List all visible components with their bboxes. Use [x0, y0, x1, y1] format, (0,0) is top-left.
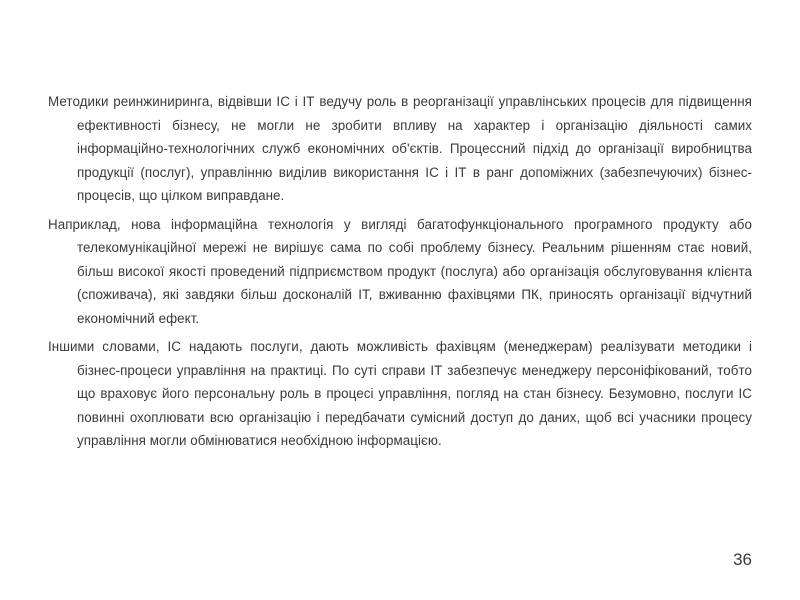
paragraph-3: Іншими словами, ІС надають послуги, дають можливість фахівцям (менеджерам) реалізувати методики і бізнес-процеси управління на практиці. По суті справи ІТ забезпечує менеджеру персоніфікований, тобто що враховує його персональну роль в процесі управління, погляд на стан бізнесу. Безумовно, послуги ІС повинні охоплювати всю організацію і передбачати сумісний доступ до даних, щоб всі учасники процесу управління могли обмінюватися необхідною інформацією.	[48, 339, 752, 448]
paragraph-1: Методики реинжиниринга, відвівши ІС і ІТ ведучу роль в реорганізації управлінських процесів для підвищення ефективності бізнесу, не могли не зробити впливу на характер і організацію діяльності самих інформаційно-технологічних служб економічних об'єктів. Процессний підхід до організації виробництва продукції (послуг), управлінню виділив використання ІС і ІТ в ранг допоміжних (забезпечуючих) бізнес-процесів, що цілком виправдане.	[48, 94, 752, 203]
paragraph-2: Наприклад, нова інформаційна технологія у вигляді багатофункціонального програмного продукту або телекомунікаційної мережі не вирішує сама по собі проблему бізнесу. Реальним рішенням стає новий, більш високої якості проведений підприємством продукт (послуга) або організація обслуговування клієнта (споживача), які завдяки більш досконалій ІТ, вживанню фахівцями ПК, приносять організації відчутний економічний ефект.	[48, 216, 752, 326]
slide-body	[48, 90, 752, 458]
page-number: 36	[733, 550, 752, 569]
